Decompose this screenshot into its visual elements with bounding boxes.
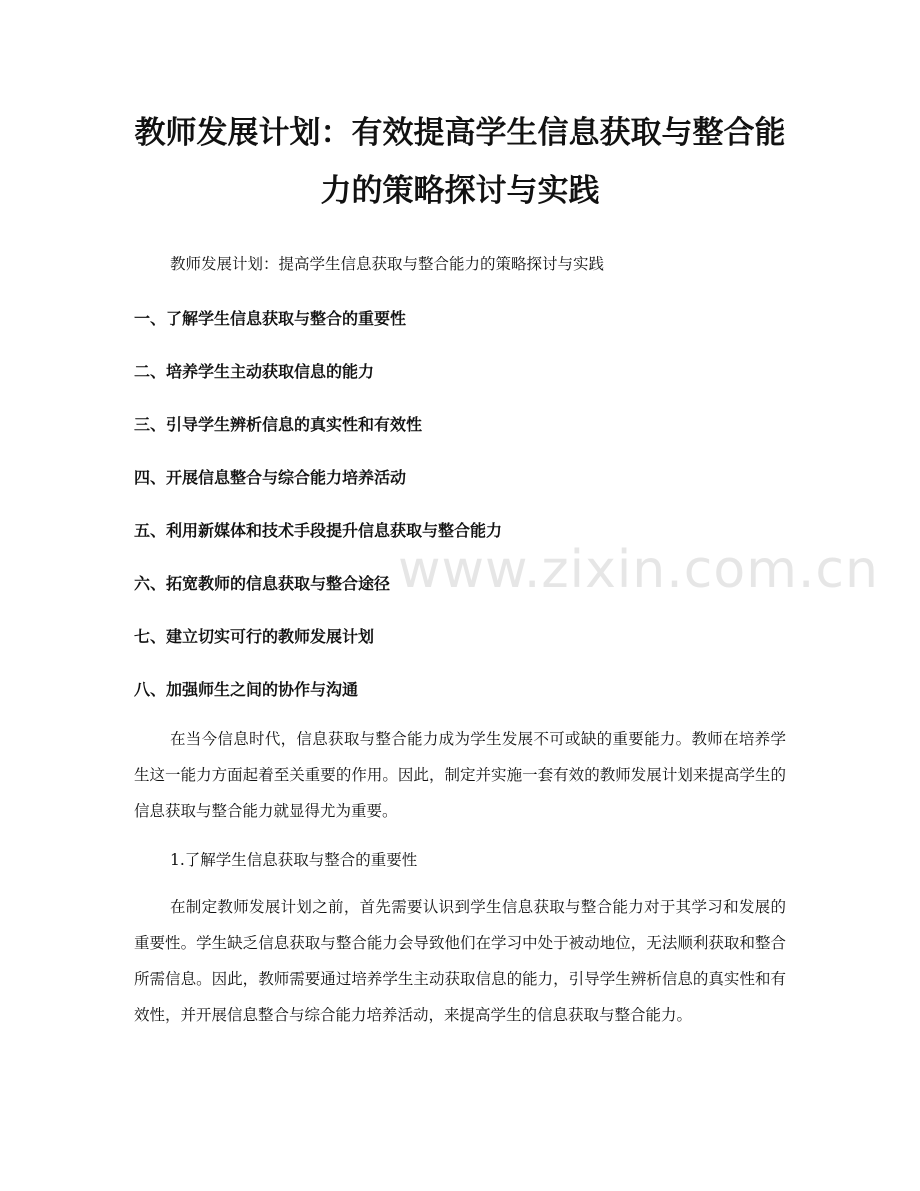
heading-7: 七、建立切实可行的教师发展计划: [134, 627, 375, 646]
document-subtitle: 教师发展计划：提高学生信息获取与整合能力的策略探讨与实践: [170, 255, 605, 273]
intro-paragraph: 在当今信息时代，信息获取与整合能力成为学生发展不可或缺的重要能力。教师在培养学生这一能力方面起着至关重要的作用。因此，制定并实施一套有效的教师发展计划来提高学生的信息获取与整合能力就显得尤为重要。: [134, 730, 786, 820]
heading-2: 二、培养学生主动获取信息的能力: [134, 362, 375, 381]
heading-4: 四、开展信息整合与综合能力培养活动: [134, 468, 407, 487]
heading-6: 六、拓宽教师的信息获取与整合途径: [134, 574, 391, 593]
document-title: 教师发展计划：有效提高学生信息获取与整合能力的策略探讨与实践: [134, 115, 786, 209]
heading-3: 三、引导学生辨析信息的真实性和有效性: [134, 415, 423, 434]
heading-1: 一、了解学生信息获取与整合的重要性: [134, 309, 407, 328]
heading-5: 五、利用新媒体和技术手段提升信息获取与整合能力: [134, 521, 503, 540]
section-1-title: 1.了解学生信息获取与整合的重要性: [170, 851, 418, 869]
section-1-paragraph: 在制定教师发展计划之前，首先需要认识到学生信息获取与整合能力对于其学习和发展的重要性。学生缺乏信息获取与整合能力会导致他们在学习中处于被动地位，无法顺利获取和整合所需信息。因此，教师需要通过培养学生主动获取信息的能力，引导学生辨析信息的真实性和有效性，并开展信息整合与综合能力培养活动，来提高学生的信息获取与整合能力。: [134, 898, 786, 1024]
heading-8: 八、加强师生之间的协作与沟通: [134, 680, 359, 699]
watermark: www.zixin.com.cn: [398, 540, 879, 600]
